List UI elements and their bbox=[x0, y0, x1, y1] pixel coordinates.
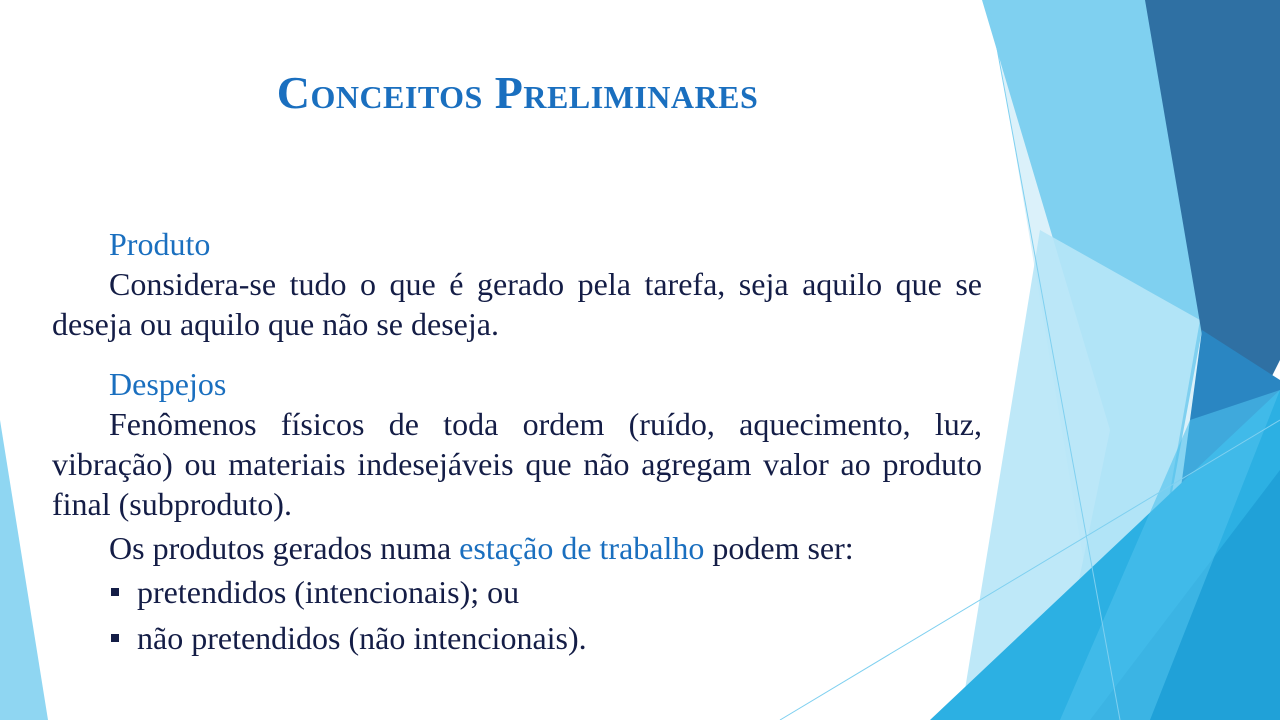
square-bullet-icon bbox=[111, 588, 119, 596]
list-item bbox=[52, 618, 982, 658]
bullet-text: pretendidos (intencionais); ou bbox=[137, 574, 520, 610]
bg-left-sliver bbox=[0, 420, 48, 720]
intro-after: podem ser: bbox=[704, 530, 854, 566]
square-bullet-icon bbox=[111, 634, 119, 642]
intro-paragraph bbox=[52, 528, 982, 568]
section-heading-despejos: Despejos bbox=[109, 366, 227, 402]
slide-title: Conceitos Preliminares bbox=[276, 67, 759, 118]
intro-highlight: estação de trabalho bbox=[459, 530, 705, 566]
section-heading-produto: Produto bbox=[109, 226, 211, 262]
section-text-produto: Considera-se tudo o que é gerado pela tarefa, seja aquilo que se deseja ou aquilo que não se deseja. bbox=[52, 266, 982, 342]
list-item bbox=[52, 572, 982, 612]
slide-body bbox=[52, 224, 982, 664]
section-text-despejos: Fenômenos físicos de toda ordem (ruído, aquecimento, luz, vibração) ou materiais indesejáveis que não agregam valor ao produto final (subproduto). bbox=[52, 406, 982, 522]
intro-before: Os produtos gerados numa bbox=[109, 530, 460, 566]
bullet-list bbox=[52, 572, 982, 658]
bullet-text: não pretendidos (não intencionais). bbox=[137, 620, 587, 656]
